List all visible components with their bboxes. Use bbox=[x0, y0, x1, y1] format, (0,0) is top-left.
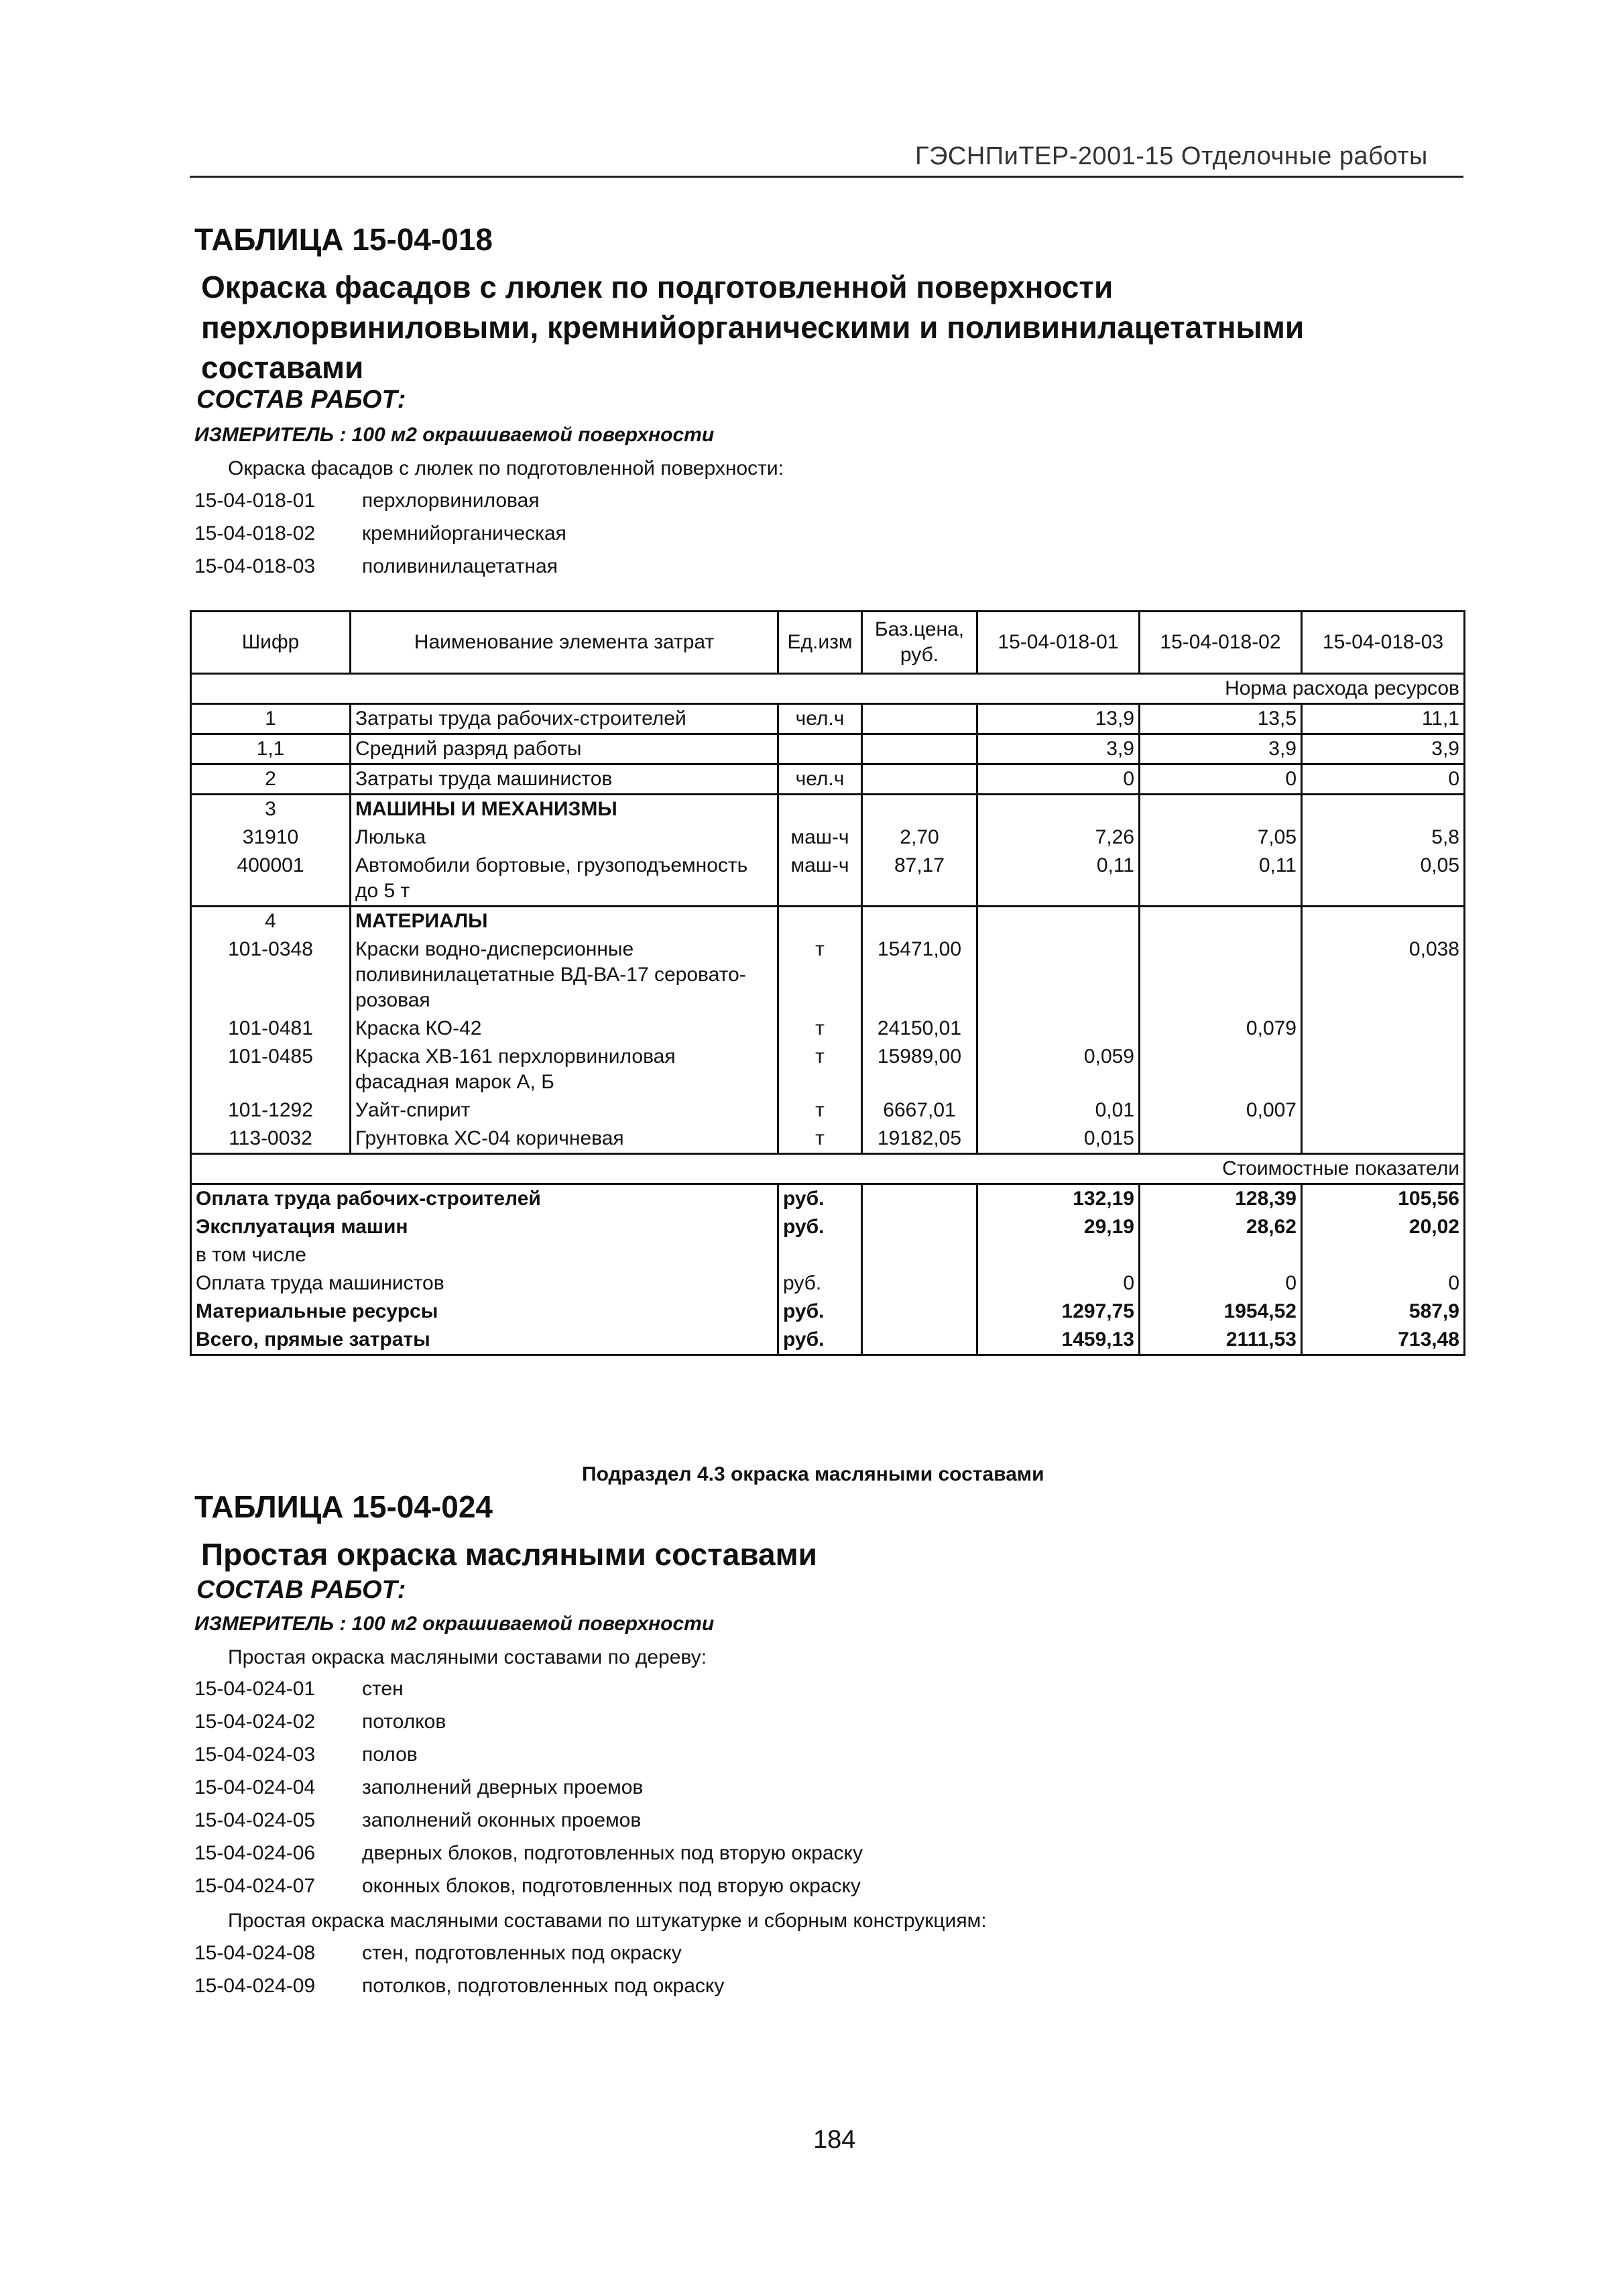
cell-name: МАТЕРИАЛЫ bbox=[351, 907, 778, 936]
table1-subtitle-line: Окраска фасадов с люлек по подготовленной поверхности bbox=[201, 270, 1114, 304]
cell-v1: 0,015 bbox=[977, 1125, 1140, 1154]
cell-name: Затраты труда машинистов bbox=[351, 764, 778, 795]
cell-cost-price bbox=[862, 1298, 977, 1326]
cell-v1 bbox=[977, 935, 1140, 1015]
cell-shifr: 101-0481 bbox=[191, 1015, 351, 1043]
cell-shifr: 101-0348 bbox=[191, 935, 351, 1015]
code-item bbox=[194, 1942, 724, 1975]
cell-v1 bbox=[977, 795, 1140, 824]
table2-code-list-2 bbox=[194, 1942, 724, 2008]
code: 15-04-018-03 bbox=[194, 555, 316, 577]
code-desc: полов bbox=[362, 1743, 418, 1766]
cell-cost-name: Оплата труда машинистов bbox=[191, 1269, 778, 1298]
table2-intro-plaster: Простая окраска масляными составами по штукатурке и сборным конструкциям: bbox=[228, 1910, 987, 1932]
cell-price bbox=[862, 795, 977, 824]
code-desc: потолков bbox=[362, 1711, 446, 1733]
cell-name: Уайт-спирит bbox=[351, 1096, 778, 1125]
izm-value: 100 м2 окрашиваемой поверхности bbox=[351, 1613, 715, 1635]
cell-price bbox=[862, 734, 977, 764]
cell-cost-v3: 587,9 bbox=[1302, 1298, 1465, 1326]
izm-label: ИЗМЕРИТЕЛЬ : bbox=[194, 424, 347, 446]
cell-name: МАШИНЫ И МЕХАНИЗМЫ bbox=[351, 795, 778, 824]
cell-v2 bbox=[1140, 935, 1302, 1015]
cell-v2 bbox=[1140, 907, 1302, 936]
table2-subtitle: Простая окраска масляными составами bbox=[201, 1537, 817, 1572]
cell-unit: т bbox=[778, 935, 862, 1015]
subsection-title: Подраздел 4.3 окраска масляными составами bbox=[582, 1463, 1044, 1485]
cell-shifr: 101-1292 bbox=[191, 1096, 351, 1125]
cell-unit: т bbox=[778, 1015, 862, 1043]
cell-v1: 0,01 bbox=[977, 1096, 1140, 1125]
cell-v2: 0,11 bbox=[1140, 852, 1302, 907]
cell-cost-unit bbox=[778, 1241, 862, 1269]
code-desc: заполнений оконных проемов bbox=[362, 1809, 642, 1831]
cell-v3: 0,038 bbox=[1302, 935, 1465, 1015]
col-header-unit: Ед.изм bbox=[778, 612, 862, 674]
cell-v2 bbox=[1140, 795, 1302, 824]
table2-intro-wood: Простая окраска масляными составами по дереву: bbox=[228, 1646, 707, 1668]
cell-v3: 0,05 bbox=[1302, 852, 1465, 907]
cell-cost-unit: руб. bbox=[778, 1326, 862, 1355]
cell-v3: 3,9 bbox=[1302, 734, 1465, 764]
cell-price bbox=[862, 764, 977, 795]
code-desc: кремнийорганическая bbox=[362, 522, 566, 544]
cell-name: Краска КО-42 bbox=[351, 1015, 778, 1043]
table-row bbox=[191, 823, 1465, 852]
cell-cost-v2: 2111,53 bbox=[1140, 1326, 1302, 1355]
table2-izmeritel bbox=[194, 1613, 714, 1635]
code-item bbox=[194, 1842, 863, 1875]
code-desc: заполнений дверных проемов bbox=[362, 1776, 644, 1798]
table-row bbox=[191, 1125, 1465, 1154]
table1-subtitle bbox=[201, 267, 1461, 388]
cell-cost-v3 bbox=[1302, 1241, 1465, 1269]
cell-price: 2,70 bbox=[862, 823, 977, 852]
table1-intro: Окраска фасадов с люлек по подготовленной поверхности: bbox=[228, 457, 784, 479]
resources-table bbox=[190, 610, 1465, 1356]
cell-unit: маш-ч bbox=[778, 852, 862, 907]
code: 15-04-024-03 bbox=[194, 1743, 316, 1766]
cell-v2: 0 bbox=[1140, 764, 1302, 795]
cell-v1: 13,9 bbox=[977, 704, 1140, 734]
cell-cost-v2 bbox=[1140, 1241, 1302, 1269]
table1-sostav: СОСТАВ РАБОТ: bbox=[196, 386, 406, 414]
cell-cost-price bbox=[862, 1184, 977, 1214]
cell-cost-unit: руб. bbox=[778, 1213, 862, 1241]
table1-izmeritel bbox=[194, 424, 714, 447]
cell-v1: 3,9 bbox=[977, 734, 1140, 764]
code: 15-04-024-04 bbox=[194, 1776, 316, 1798]
cell-unit: т bbox=[778, 1096, 862, 1125]
cell-cost-v3: 20,02 bbox=[1302, 1213, 1465, 1241]
cell-cost-v1: 29,19 bbox=[977, 1213, 1140, 1241]
code-desc: стен bbox=[362, 1678, 404, 1700]
cost-row bbox=[191, 1184, 1465, 1214]
code-item bbox=[194, 1743, 863, 1776]
code-item bbox=[194, 1975, 724, 2008]
page-number: 184 bbox=[813, 2126, 856, 2154]
code-item bbox=[194, 522, 566, 555]
cell-unit bbox=[778, 734, 862, 764]
cell-v1: 0 bbox=[977, 764, 1140, 795]
code-desc: поливинилацетатная bbox=[362, 555, 558, 577]
cell-cost-price bbox=[862, 1326, 977, 1355]
table1-title: ТАБЛИЦА 15-04-018 bbox=[194, 222, 493, 257]
cell-cost-v2: 1954,52 bbox=[1140, 1298, 1302, 1326]
cell-shifr: 3 bbox=[191, 795, 351, 824]
cell-v2: 3,9 bbox=[1140, 734, 1302, 764]
cell-shifr: 2 bbox=[191, 764, 351, 795]
table2-title: ТАБЛИЦА 15-04-024 bbox=[194, 1489, 493, 1524]
running-header: ГЭСНПиТЕР-2001-15 Отделочные работы bbox=[915, 142, 1428, 170]
cell-price: 24150,01 bbox=[862, 1015, 977, 1043]
cell-name: Грунтовка ХС-04 коричневая bbox=[351, 1125, 778, 1154]
cell-name: Затраты труда рабочих-строителей bbox=[351, 704, 778, 734]
col-header-name: Наименование элемента затрат bbox=[351, 612, 778, 674]
code-desc: стен, подготовленных под окраску bbox=[362, 1942, 682, 1964]
code-desc: оконных блоков, подготовленных под вторую окраску bbox=[362, 1875, 861, 1897]
code-desc: дверных блоков, подготовленных под вторую окраску bbox=[362, 1842, 863, 1864]
cell-v3: 5,8 bbox=[1302, 823, 1465, 852]
cell-unit bbox=[778, 907, 862, 936]
cell-v2: 0,007 bbox=[1140, 1096, 1302, 1125]
band-row-resources bbox=[191, 674, 1465, 704]
code-item bbox=[194, 490, 566, 522]
cost-row bbox=[191, 1269, 1465, 1298]
cell-price: 15471,00 bbox=[862, 935, 977, 1015]
code: 15-04-018-02 bbox=[194, 522, 316, 544]
table2-sostav: СОСТАВ РАБОТ: bbox=[196, 1576, 406, 1604]
cell-v1: 0,059 bbox=[977, 1043, 1140, 1096]
col-header-v1: 15-04-018-01 bbox=[977, 612, 1140, 674]
table-row bbox=[191, 795, 1465, 824]
cell-cost-v2: 128,39 bbox=[1140, 1184, 1302, 1214]
cell-name: Краска ХВ-161 перхлорвиниловая фасадная марок А, Б bbox=[351, 1043, 778, 1096]
cell-unit: чел.ч bbox=[778, 704, 862, 734]
code-item bbox=[194, 1776, 863, 1809]
table-row bbox=[191, 764, 1465, 795]
code-item bbox=[194, 1875, 863, 1908]
band-cost: Стоимостные показатели bbox=[191, 1154, 1465, 1184]
cell-cost-v3: 0 bbox=[1302, 1269, 1465, 1298]
cell-shifr: 4 bbox=[191, 907, 351, 936]
cost-row bbox=[191, 1241, 1465, 1269]
cell-cost-unit: руб. bbox=[778, 1269, 862, 1298]
code-item bbox=[194, 555, 566, 588]
cost-row bbox=[191, 1213, 1465, 1241]
table1-subtitle-line: составами bbox=[201, 350, 364, 385]
cell-price: 6667,01 bbox=[862, 1096, 977, 1125]
cell-cost-name: Всего, прямые затраты bbox=[191, 1326, 778, 1355]
cell-price: 19182,05 bbox=[862, 1125, 977, 1154]
cell-price: 15989,00 bbox=[862, 1043, 977, 1096]
header-rule bbox=[190, 176, 1463, 178]
cell-cost-price bbox=[862, 1269, 977, 1298]
col-header-v3: 15-04-018-03 bbox=[1302, 612, 1465, 674]
cell-cost-v1: 1459,13 bbox=[977, 1326, 1140, 1355]
cell-v1: 0,11 bbox=[977, 852, 1140, 907]
cell-shifr: 1 bbox=[191, 704, 351, 734]
code: 15-04-024-08 bbox=[194, 1942, 316, 1964]
code-item bbox=[194, 1809, 863, 1842]
table-row bbox=[191, 907, 1465, 936]
cell-unit: маш-ч bbox=[778, 823, 862, 852]
cell-v3 bbox=[1302, 1125, 1465, 1154]
cell-cost-price bbox=[862, 1241, 977, 1269]
cell-unit: т bbox=[778, 1125, 862, 1154]
cell-v3 bbox=[1302, 1096, 1465, 1125]
cell-v2: 7,05 bbox=[1140, 823, 1302, 852]
table1-code-list bbox=[194, 490, 566, 588]
cell-unit: т bbox=[778, 1043, 862, 1096]
cost-row bbox=[191, 1326, 1465, 1355]
cell-shifr: 113-0032 bbox=[191, 1125, 351, 1154]
cell-v1 bbox=[977, 1015, 1140, 1043]
cell-cost-v2: 0 bbox=[1140, 1269, 1302, 1298]
code: 15-04-024-02 bbox=[194, 1711, 316, 1733]
cell-v1: 7,26 bbox=[977, 823, 1140, 852]
cell-v3 bbox=[1302, 795, 1465, 824]
code: 15-04-024-06 bbox=[194, 1842, 316, 1864]
col-header-price: Баз.цена, руб. bbox=[862, 612, 977, 674]
cell-v2 bbox=[1140, 1125, 1302, 1154]
cell-cost-v1 bbox=[977, 1241, 1140, 1269]
code: 15-04-024-07 bbox=[194, 1875, 316, 1897]
table-row bbox=[191, 1096, 1465, 1125]
cell-cost-name: Эксплуатация машин bbox=[191, 1213, 778, 1241]
cell-cost-unit: руб. bbox=[778, 1298, 862, 1326]
cell-shifr: 101-0485 bbox=[191, 1043, 351, 1096]
cell-shifr: 31910 bbox=[191, 823, 351, 852]
code: 15-04-024-09 bbox=[194, 1975, 316, 1997]
cell-cost-v2: 28,62 bbox=[1140, 1213, 1302, 1241]
code: 15-04-024-01 bbox=[194, 1678, 316, 1700]
cell-v3 bbox=[1302, 907, 1465, 936]
cell-price bbox=[862, 907, 977, 936]
table-row bbox=[191, 734, 1465, 764]
cell-v3 bbox=[1302, 1015, 1465, 1043]
band-resources: Норма расхода ресурсов bbox=[191, 674, 1465, 704]
cell-name: Краски водно-дисперсионные поливинилацетатные ВД-ВА-17 серовато-розовая bbox=[351, 935, 778, 1015]
table-row bbox=[191, 852, 1465, 907]
table1-subtitle-line: перхлорвиниловыми, кремнийорганическими и поливинилацетатными bbox=[201, 310, 1305, 345]
col-header-shifr: Шифр bbox=[191, 612, 351, 674]
cell-cost-name: Оплата труда рабочих-строителей bbox=[191, 1184, 778, 1214]
cell-cost-v1: 132,19 bbox=[977, 1184, 1140, 1214]
cell-cost-v3: 105,56 bbox=[1302, 1184, 1465, 1214]
cell-cost-price bbox=[862, 1213, 977, 1241]
cell-name: Средний разряд работы bbox=[351, 734, 778, 764]
cell-shifr: 400001 bbox=[191, 852, 351, 907]
col-header-v2: 15-04-018-02 bbox=[1140, 612, 1302, 674]
band-row-cost bbox=[191, 1154, 1465, 1184]
cell-v3 bbox=[1302, 1043, 1465, 1096]
izm-label: ИЗМЕРИТЕЛЬ : bbox=[194, 1613, 347, 1635]
cell-v3: 0 bbox=[1302, 764, 1465, 795]
cell-v2 bbox=[1140, 1043, 1302, 1096]
cell-price bbox=[862, 704, 977, 734]
code: 15-04-024-05 bbox=[194, 1809, 316, 1831]
code-desc: потолков, подготовленных под окраску bbox=[362, 1975, 725, 1997]
izm-value: 100 м2 окрашиваемой поверхности bbox=[351, 424, 715, 446]
cell-cost-v1: 1297,75 bbox=[977, 1298, 1140, 1326]
table-header-row bbox=[191, 612, 1465, 674]
table-row bbox=[191, 704, 1465, 734]
cell-cost-v1: 0 bbox=[977, 1269, 1140, 1298]
cell-v3: 11,1 bbox=[1302, 704, 1465, 734]
cell-name: Люлька bbox=[351, 823, 778, 852]
cell-cost-name: в том числе bbox=[191, 1241, 778, 1269]
table-row bbox=[191, 1015, 1465, 1043]
code-item bbox=[194, 1678, 863, 1711]
cell-v2: 0,079 bbox=[1140, 1015, 1302, 1043]
cell-shifr: 1,1 bbox=[191, 734, 351, 764]
code-item bbox=[194, 1711, 863, 1743]
cost-row bbox=[191, 1298, 1465, 1326]
table-row bbox=[191, 1043, 1465, 1096]
code: 15-04-018-01 bbox=[194, 490, 316, 512]
cell-v2: 13,5 bbox=[1140, 704, 1302, 734]
cell-cost-unit: руб. bbox=[778, 1184, 862, 1214]
cell-price: 87,17 bbox=[862, 852, 977, 907]
cell-unit bbox=[778, 795, 862, 824]
cell-cost-name: Материальные ресурсы bbox=[191, 1298, 778, 1326]
table-row bbox=[191, 935, 1465, 1015]
code-desc: перхлорвиниловая bbox=[362, 490, 540, 512]
cell-v1 bbox=[977, 907, 1140, 936]
table2-code-list-1 bbox=[194, 1678, 863, 1908]
cell-name: Автомобили бортовые, грузоподъемность до 5 т bbox=[351, 852, 778, 907]
cell-unit: чел.ч bbox=[778, 764, 862, 795]
cell-cost-v3: 713,48 bbox=[1302, 1326, 1465, 1355]
